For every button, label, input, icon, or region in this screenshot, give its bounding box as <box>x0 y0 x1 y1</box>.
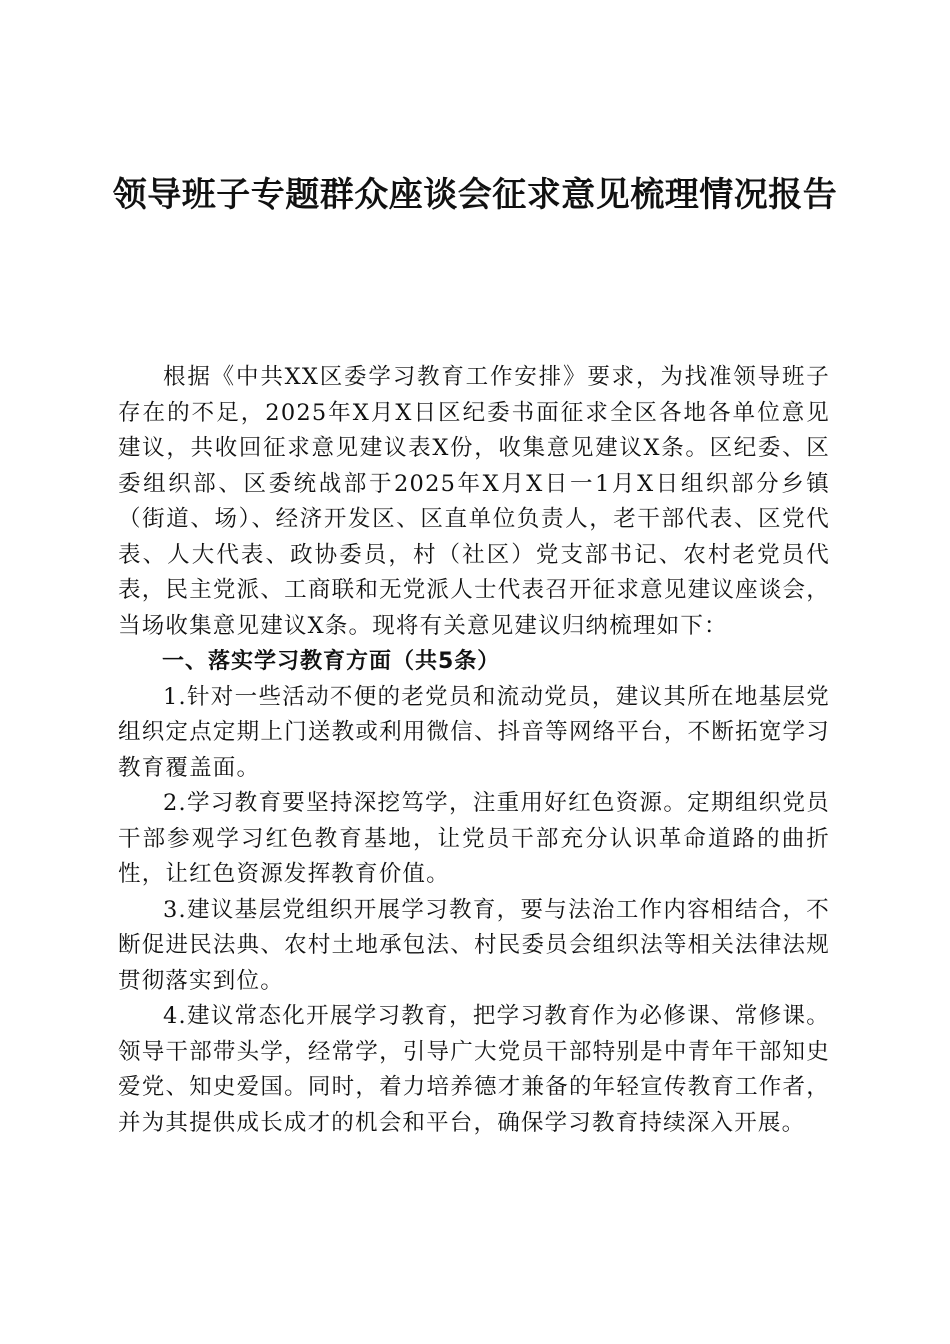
document-title: 领导班子专题群众座谈会征求意见梳理情况报告 <box>112 175 838 215</box>
list-item: 2.学习教育要坚持深挖笃学，注重用好红色资源。定期组织党员干部参观学习红色教育基地，让党员干部充分认识革命道路的曲折性，让红色资源发挥教育价值。 <box>118 790 830 887</box>
intro-paragraph: 根据《中共XX区委学习教育工作安排》要求，为找准领导班子存在的不足，2025年X月X日区纪委书面征求全区各地各单位意见建议，共收回征求意见建议表X份，收集意见建议X条。区纪委、区委组织部、区委统战部于2025年X月X日一1月X日组织部分乡镇（街道、场）、经济开发区、区直单位负责人，老干部代表、区党代表、人大代表、政协委员，村（社区）党支部书记、农村老党员代表，民主党派、工商联和无党派人士代表召开征求意见建议座谈会，当场收集意见建议X条。现将有关意见建议归纳梳理如下： <box>118 364 830 639</box>
section-heading: 一、落实学习教育方面（共5条） <box>162 649 501 674</box>
list-item: 4.建议常态化开展学习教育，把学习教育作为必修课、常修课。领导干部带头学，经常学，引导广大党员干部特别是中青年干部知史爱党、知史爱国。同时，着力培养德才兼备的年轻宣传教育工作者，并为其提供成长成才的机会和平台，确保学习教育持续深入开展。 <box>118 1003 830 1136</box>
list-item: 1.针对一些活动不便的老党员和流动党员，建议其所在地基层党组织定点定期上门送教或利用微信、抖音等网络平台，不断拓宽学习教育覆盖面。 <box>118 683 830 781</box>
document-body <box>118 360 830 1141</box>
list-item: 3.建议基层党组织开展学习教育，要与法治工作内容相结合，不断促进民法典、农村土地承包法、村民委员会组织法等相关法律法规贯彻落实到位。 <box>118 896 830 994</box>
